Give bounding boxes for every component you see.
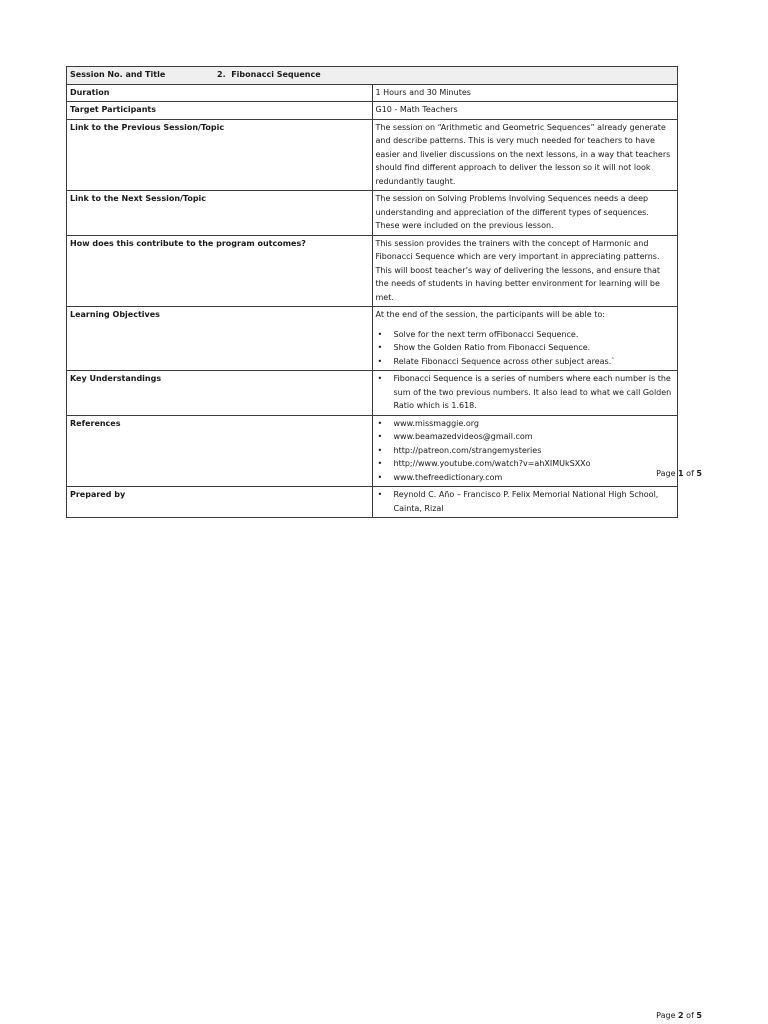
outcomes-label: How does this contribute to the program outcomes?: [67, 235, 373, 307]
list-item: • www.thefreedictionary.com: [376, 471, 675, 485]
prepared-by-list: [376, 488, 675, 515]
prepared-by-cell: [372, 487, 678, 518]
previous-session-row: [67, 119, 678, 191]
objectives-cell: [372, 307, 678, 371]
session-plan-table: [66, 66, 678, 518]
understandings-row: [67, 371, 678, 416]
prepared-by-label: Prepared by: [67, 487, 373, 518]
understandings-list: [376, 372, 675, 413]
objectives-list: [376, 328, 675, 369]
participants-label: Target Participants: [67, 102, 373, 120]
session-title: Fibonacci Sequence: [231, 70, 321, 79]
references-row: [67, 415, 678, 487]
next-session-label: Link to the Next Session/Topic: [67, 191, 373, 236]
next-session-value: The session on Solving Problems Involving Sequences needs a deep understanding and appreciation of the different types of sequences. These were included on the previous lesson.: [372, 191, 678, 236]
session-title-cell: [67, 67, 678, 85]
duration-label: Duration: [67, 84, 373, 102]
objectives-row: [67, 307, 678, 371]
outcomes-value: This session provides the trainers with the concept of Harmonic and Fibonacci Sequence which are very important in appreciating patterns. This will boost teacher’s way of delivering the lessons, and ensure that the needs of students in having better environment for learning will be met.: [372, 235, 678, 307]
session-title-row: [67, 67, 678, 85]
list-item: • Show the Golden Ratio from Fibonacci Sequence.: [376, 341, 675, 355]
list-item: • www.beamazedvideos@gmail.com: [376, 430, 675, 444]
session-number: 2.: [217, 70, 226, 79]
understandings-cell: [372, 371, 678, 416]
session-title-label: Session No. and Title: [70, 70, 166, 79]
references-label: References: [67, 415, 373, 487]
list-item: • Relate Fibonacci Sequence across other subject areas.`: [376, 355, 675, 369]
prepared-by-row: [67, 487, 678, 518]
participants-row: [67, 102, 678, 120]
list-item: • Fibonacci Sequence is a series of numbers where each number is the sum of the two previous numbers. It also lead to what we call Golden Ratio which is 1.618.: [376, 372, 675, 413]
objectives-label: Learning Objectives: [67, 307, 373, 371]
list-item: • Reynold C. Año – Francisco P. Felix Memorial National High School, Cainta, Rizal: [376, 488, 675, 515]
page-total: 5: [696, 469, 702, 478]
page-prefix: Page: [656, 1011, 679, 1020]
list-item: • Solve for the next term ofFibonacci Sequence.: [376, 328, 675, 342]
page-prefix: Page: [656, 469, 679, 478]
page-number-2: [656, 1011, 702, 1020]
participants-value: G10 - Math Teachers: [372, 102, 678, 120]
list-item: • www.missmaggie.org: [376, 417, 675, 431]
page-of: of: [683, 469, 697, 478]
previous-session-value: The session on “Arithmetic and Geometric Sequences” already generate and describe patterns. This is very much needed for teachers to have easier and livelier discussions on the next lessons, in a way that teachers should find different approach to deliver the lesson so it will not look redundantly taught.: [372, 119, 678, 191]
next-session-row: [67, 191, 678, 236]
page-current: 2: [678, 1011, 684, 1020]
references-list: [376, 417, 675, 485]
page-number-1: [656, 469, 702, 478]
page-of: of: [683, 1011, 697, 1020]
references-cell: [372, 415, 678, 487]
list-item: • http;//www.youtube.com/watch?v=ahXIMUkSXXo: [376, 457, 675, 471]
understandings-label: Key Understandings: [67, 371, 373, 416]
outcomes-row: [67, 235, 678, 307]
page-current: 1: [678, 469, 684, 478]
previous-session-label: Link to the Previous Session/Topic: [67, 119, 373, 191]
page-total: 5: [696, 1011, 702, 1020]
list-item: • http://patreon.com/strangemysteries: [376, 444, 675, 458]
duration-row: [67, 84, 678, 102]
objectives-intro: At the end of the session, the participants will be able to:: [375, 310, 605, 319]
duration-value: 1 Hours and 30 Minutes: [372, 84, 678, 102]
